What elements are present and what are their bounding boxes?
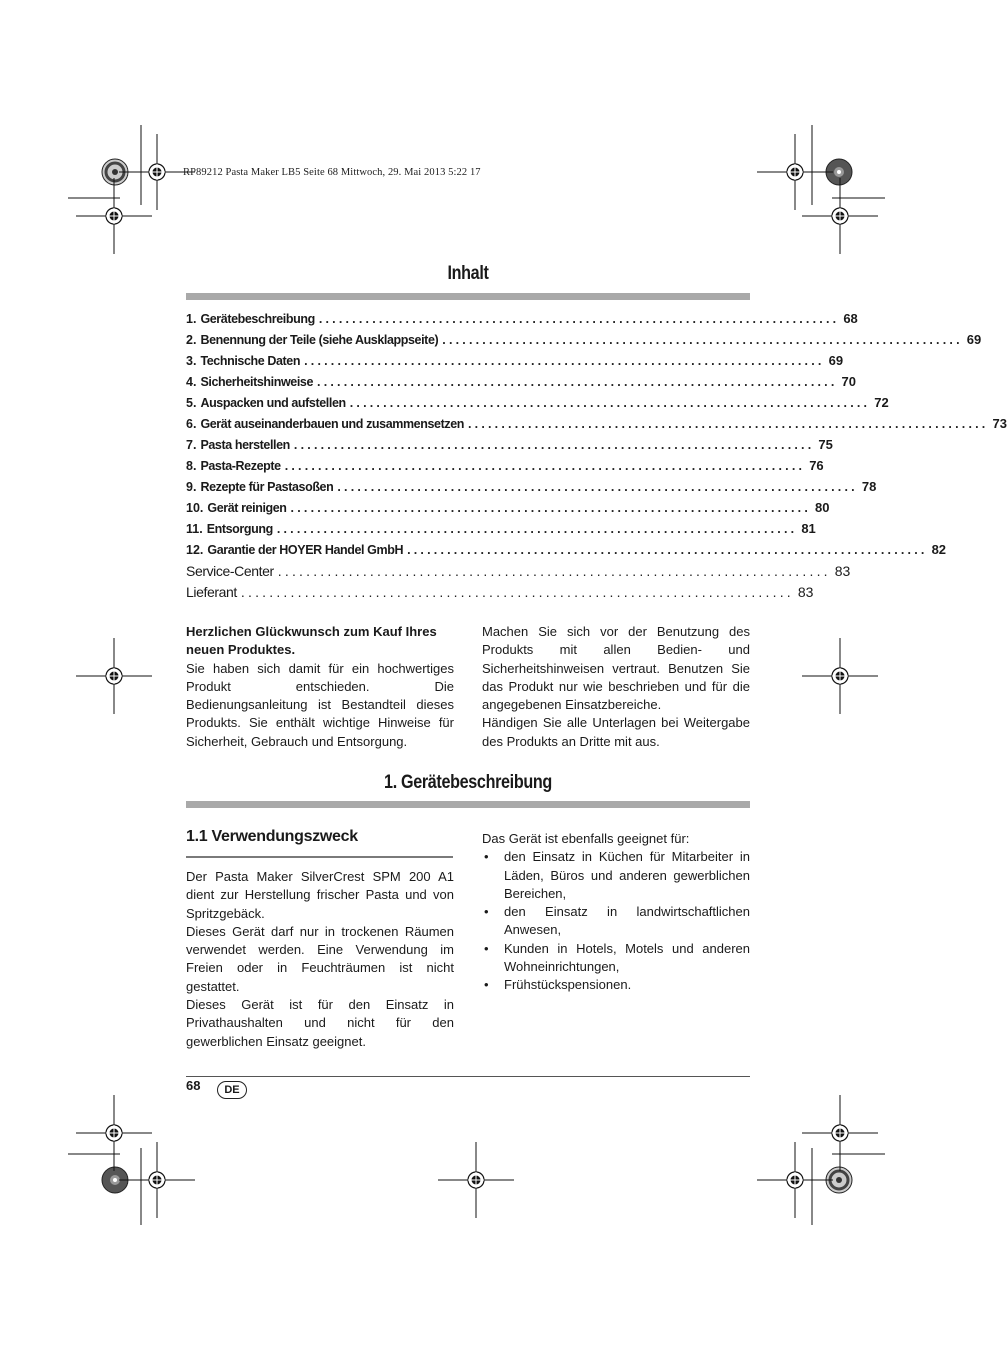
intro-heading: Herzlichen Glückwunsch zum Kauf Ihres neuen Produktes. [186, 624, 437, 658]
section-title: 1. Gerätebeschreibung [384, 772, 552, 793]
toc-entry[interactable]: 9. Rezepte für Pastasoßen .............................................................................. 78 [186, 479, 877, 494]
section-title-bar [186, 801, 750, 808]
toc-entry[interactable]: 1. Gerätebeschreibung .............................................................................. 68 [186, 311, 858, 326]
intro-right-column [482, 623, 750, 751]
toc-entry[interactable]: 12. Garantie der HOYER Handel GmbH .............................................................................. 82 [186, 542, 947, 557]
footer-rule [186, 1076, 750, 1077]
list-item: • den Einsatz in landwirtschaftlichen Anwesen, [482, 903, 750, 940]
toc-entry[interactable]: Service-Center .............................................................................. 83 [186, 563, 851, 579]
language-badge: DE [217, 1081, 247, 1099]
usage-paragraph-3: Dieses Gerät ist für den Einsatz in Privathaushalten und nicht für den gewerblichen Einsatz geeignet. [186, 997, 454, 1049]
intro-left-text: Sie haben sich damit für ein hochwertiges Produkt entschieden. Die Bedienungsanleitung ist Bestandteil dieses Produkts. Sie enthält wichtige Hinweise für Sicherheit, Gebrauch und Entsorgung. [186, 660, 454, 749]
list-item: • Frühstückspensionen. [482, 976, 750, 994]
toc-entry[interactable]: 2. Benennung der Teile (siehe Ausklappseite) .............................................................................. 69 [186, 332, 982, 347]
toc-entry[interactable]: 10. Gerät reinigen .............................................................................. 80 [186, 500, 830, 515]
subsection-rule [186, 856, 453, 858]
subsection-title: 1.1 Verwendungszweck [186, 828, 358, 845]
page-number: 68 [186, 1078, 201, 1093]
toc-entry[interactable]: 5. Auspacken und aufstellen .............................................................................. 72 [186, 395, 889, 410]
list-item: • den Einsatz in Küchen für Mitarbeiter in Läden, Büros und anderen gewerblichen Bereichen, [482, 848, 750, 903]
toc-entry[interactable]: 6. Gerät auseinanderbauen und zusammensetzen .............................................................................. 73 [186, 416, 1007, 431]
intro-left-column [186, 623, 454, 751]
usage-paragraph-2: Dieses Gerät darf nur in trockenen Räumen verwendet werden. Eine Verwendung im Freien oder in Feuchträumen ist nicht gestattet. [186, 923, 454, 994]
usage-paragraph-1: Der Pasta Maker SilverCrest SPM 200 A1 dient zur Herstellung frischer Pasta und von Spritzgebäck. [186, 869, 454, 921]
toc-title-bar [186, 293, 750, 300]
suitable-list [482, 848, 750, 994]
toc-entry[interactable]: 11. Entsorgung .............................................................................. 81 [186, 521, 816, 536]
intro-right-paragraph-1: Machen Sie sich vor der Benutzung des Produkts mit allen Bedien- und Sicherheitshinweisen vertraut. Benutzen Sie das Produkt nur wie beschrieben und für die angegebenen Einsatzbereiche. [482, 624, 750, 713]
toc-entry[interactable]: 4. Sicherheitshinweise .............................................................................. 70 [186, 374, 856, 389]
intro-right-paragraph-2: Händigen Sie alle Unterlagen bei Weitergabe des Produkts an Dritte mit aus. [482, 715, 750, 749]
toc-entry[interactable]: 7. Pasta herstellen .............................................................................. 75 [186, 437, 833, 452]
section-right-column [482, 830, 750, 995]
toc-title: Inhalt [447, 263, 489, 284]
toc-entry[interactable]: 8. Pasta-Rezepte .............................................................................. 76 [186, 458, 824, 473]
print-header-line: RP89212 Pasta Maker LB5 Seite 68 Mittwoch, 29. Mai 2013 5:22 17 [183, 167, 481, 178]
section-left-column [186, 868, 454, 1051]
list-item: • Kunden in Hotels, Motels und anderen Wohneinrichtungen, [482, 940, 750, 977]
suitable-intro: Das Gerät ist ebenfalls geeignet für: [482, 831, 690, 846]
toc-entry[interactable]: 3. Technische Daten .............................................................................. 69 [186, 353, 844, 368]
toc-entry[interactable]: Lieferant .............................................................................. 83 [186, 584, 814, 600]
